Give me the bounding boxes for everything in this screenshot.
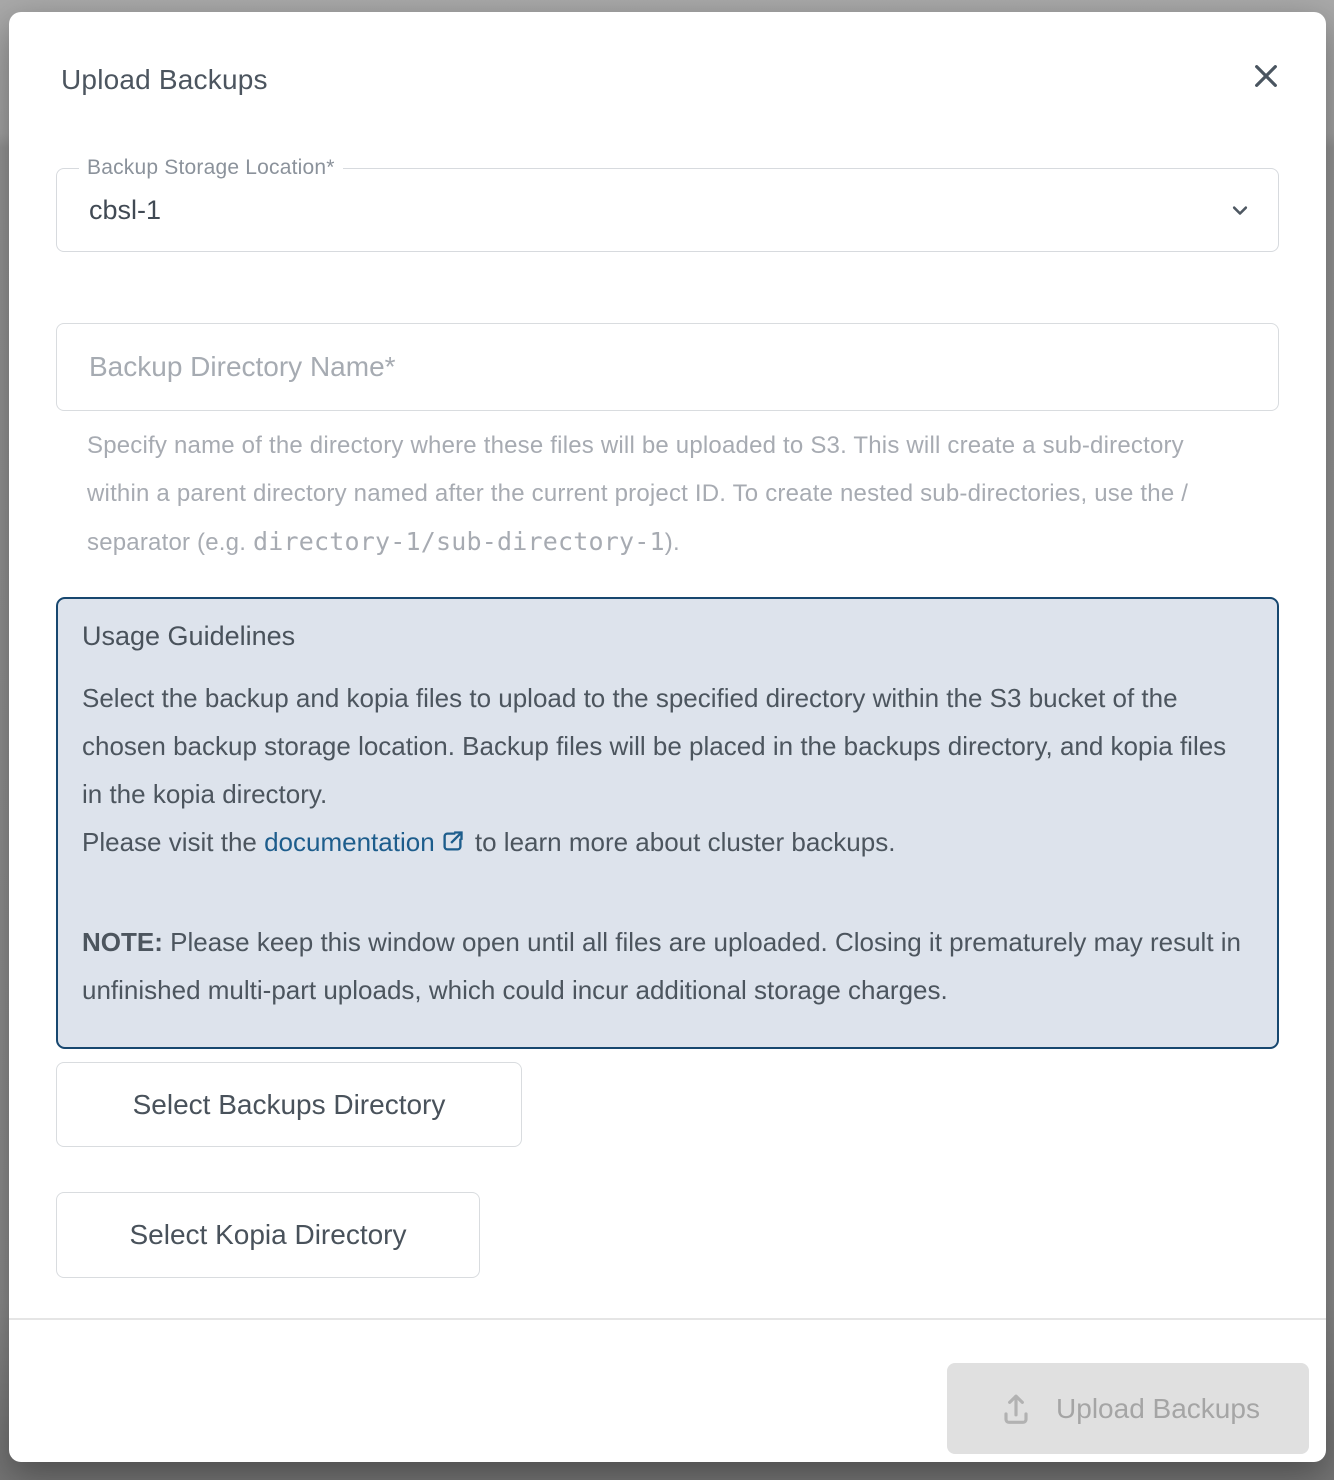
helper-text-code: directory-1/sub-directory-1 xyxy=(252,527,665,556)
select-backups-directory-button[interactable]: Select Backups Directory xyxy=(56,1062,522,1147)
footer-divider xyxy=(9,1318,1326,1320)
upload-icon xyxy=(996,1389,1036,1429)
backup-storage-location-label: Backup Storage Location* xyxy=(79,156,343,180)
helper-text-prefix: Specify name of the directory where these files will be uploaded to S3. This will create a sub-directory within a parent directory named after the current project ID. To create nested sub-directories, use the / separator (e.g. xyxy=(87,432,1189,556)
helper-text-suffix: ). xyxy=(664,529,680,556)
close-button[interactable] xyxy=(1248,58,1284,94)
note-text: Please keep this window open until all files are uploaded. Closing it prematurely may result in unfinished multi-part uploads, which could incur additional storage charges. xyxy=(82,927,1242,1005)
dialog-title: Upload Backups xyxy=(61,64,268,95)
visit-prefix: Please visit the xyxy=(82,827,265,857)
note-label: NOTE: xyxy=(82,927,163,957)
backup-directory-helper-text xyxy=(87,422,1247,567)
select-kopia-directory-button[interactable]: Select Kopia Directory xyxy=(56,1192,480,1278)
note-paragraph xyxy=(82,918,1253,1014)
close-icon xyxy=(1250,60,1282,92)
external-link-icon[interactable] xyxy=(439,822,466,870)
documentation-link[interactable]: documentation xyxy=(264,827,435,857)
usage-guidelines-panel xyxy=(56,597,1279,1049)
upload-button-label: Upload Backups xyxy=(1056,1392,1260,1424)
documentation-line xyxy=(82,818,1253,870)
usage-guidelines-title: Usage Guidelines xyxy=(82,621,296,651)
backup-storage-location-value: cbsl-1 xyxy=(89,194,162,225)
upload-backups-dialog xyxy=(9,12,1326,1462)
backup-directory-name-input[interactable] xyxy=(56,323,1279,411)
visit-suffix: to learn more about cluster backups. xyxy=(467,827,896,857)
backup-storage-location-select[interactable] xyxy=(56,156,1279,252)
chevron-down-icon xyxy=(1226,196,1254,224)
usage-guidelines-paragraph: Select the backup and kopia files to upload to the specified directory within the S3 bucket of the chosen backup storage location. Backup files will be placed in the backups directory, and kopia files in the kopia directory. xyxy=(82,683,1227,809)
upload-backups-button[interactable] xyxy=(947,1363,1309,1454)
